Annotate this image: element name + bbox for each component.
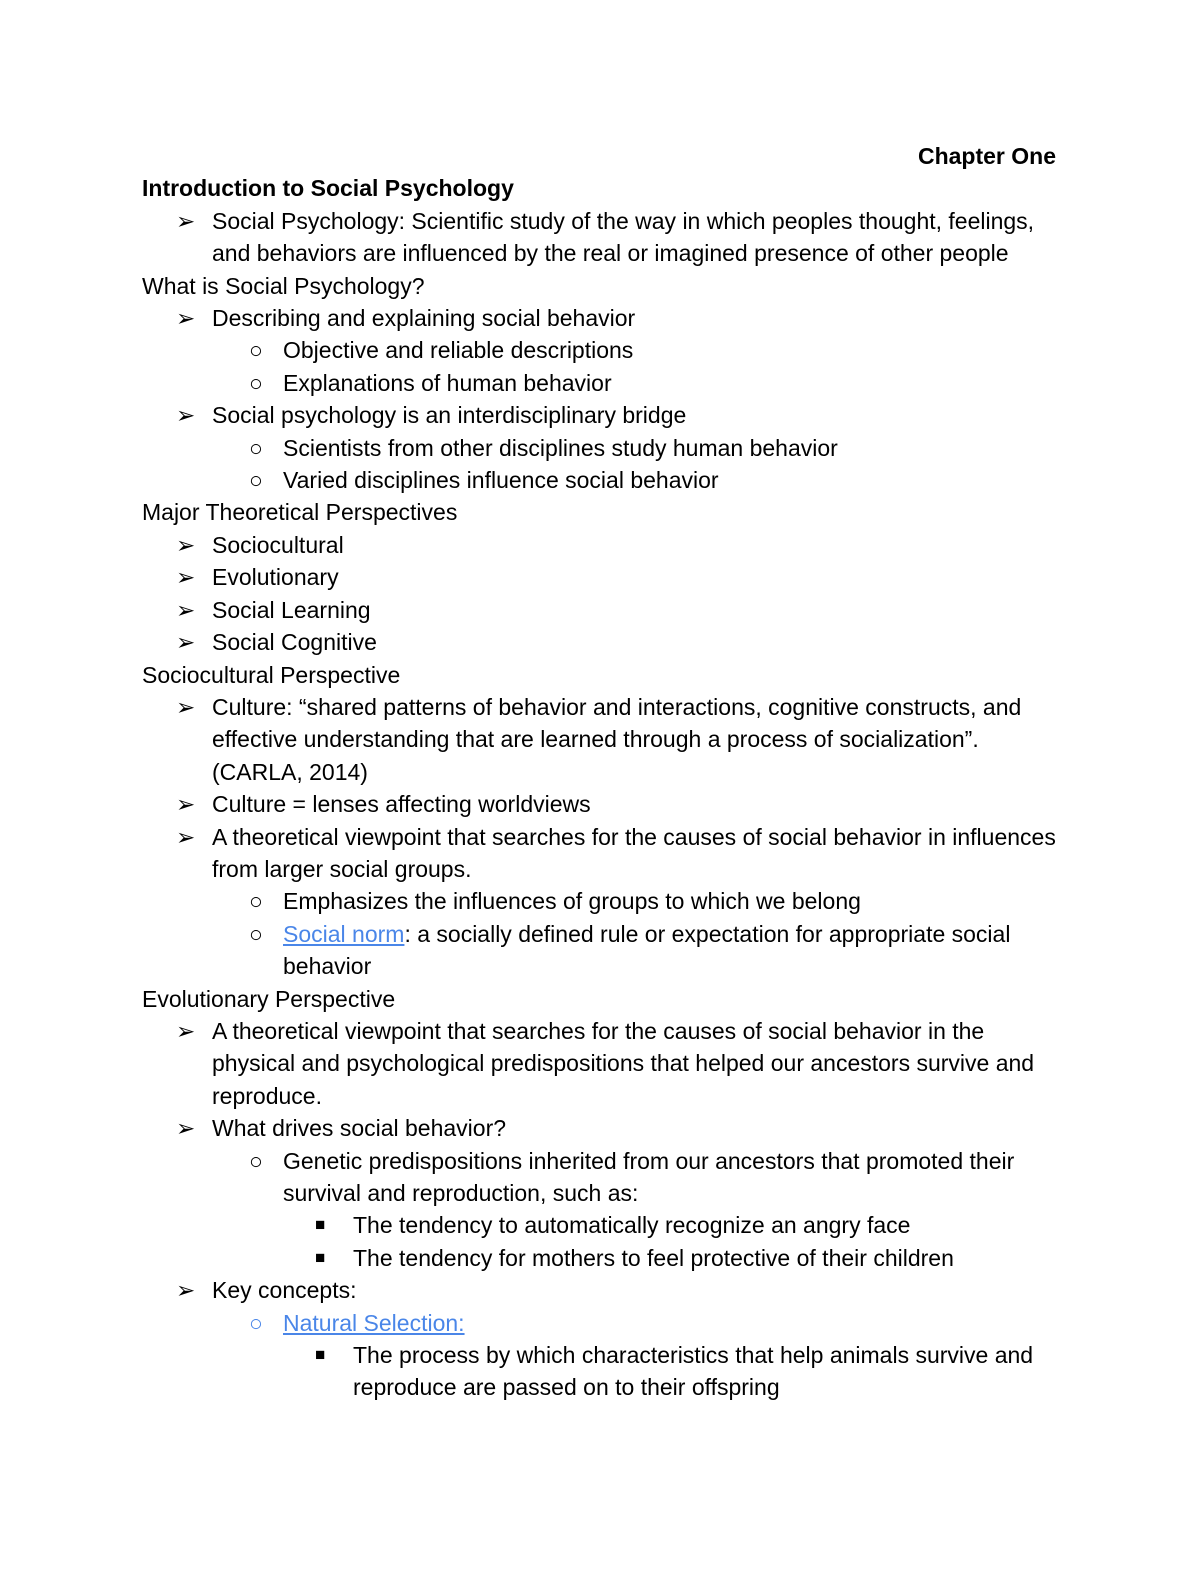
list-item [142, 302, 1062, 334]
list-item-text: : a socially defined rule or expectation for appropriate social behavior [283, 920, 1011, 980]
list-item [142, 1209, 1062, 1241]
list-item-text: Objective and reliable descriptions [283, 337, 634, 364]
list-item-text: Evolutionary [212, 564, 339, 591]
social-norm-link[interactable]: Social norm [283, 920, 405, 947]
section-heading-evolutionary: Evolutionary Perspective [142, 985, 396, 1012]
circle-bullet-icon: ○ [249, 920, 263, 947]
list-item [142, 821, 1062, 886]
circle-bullet-icon: ○ [249, 434, 263, 461]
circle-bullet-icon: ○ [249, 888, 263, 915]
list-item [142, 1112, 1062, 1144]
circle-bullet-icon: ○ [249, 1147, 263, 1174]
list-item [142, 399, 1062, 431]
list-item [142, 918, 1062, 983]
list-item [142, 1307, 1062, 1339]
circle-bullet-icon: ○ [249, 337, 263, 364]
arrow-bullet-icon: ➢ [176, 1017, 196, 1044]
list-item [142, 885, 1062, 917]
arrow-bullet-icon: ➢ [176, 629, 196, 656]
list-item-text: Genetic predispositions inherited from our ancestors that promoted their survival and reproduction, such as: [283, 1147, 1015, 1206]
section-heading-sociocultural: Sociocultural Perspective [142, 661, 401, 688]
list-item [142, 334, 1062, 366]
list-item [142, 788, 1062, 820]
square-bullet-icon: ■ [315, 1215, 326, 1235]
list-item [142, 205, 1062, 270]
square-bullet-icon: ■ [315, 1247, 326, 1267]
list-item-text: A theoretical viewpoint that searches for the causes of social behavior in the physical and psychological predispositions that helped our ancestors survive and reproduce. [212, 1017, 1035, 1109]
square-bullet-icon: ■ [315, 1345, 326, 1365]
list-item [142, 594, 1062, 626]
arrow-bullet-icon: ➢ [176, 305, 196, 332]
list-item-text: The process by which characteristics that help animals survive and reproduce are passed on to their offspring [353, 1342, 1034, 1401]
list-item [142, 1242, 1062, 1274]
list-item-text: Culture = lenses affecting worldviews [212, 791, 591, 818]
circle-bullet-icon: ○ [249, 369, 263, 396]
list-item-text: The tendency to automatically recognize an angry face [353, 1212, 911, 1239]
chapter-title: Chapter One [917, 143, 1056, 169]
arrow-bullet-icon: ➢ [176, 791, 196, 818]
list-item-text: Describing and explaining social behavior [212, 305, 636, 332]
arrow-bullet-icon: ➢ [176, 823, 196, 850]
list-item-text: Emphasizes the influences of groups to which we belong [283, 888, 861, 915]
list-item-text: Social psychology is an interdisciplinary bridge [212, 402, 687, 429]
list-item [142, 367, 1062, 399]
list-item-text: Social Psychology: Scientific study of the way in which peoples thought, feelings, and behaviors are influenced by the real or imagined presence of other people [212, 207, 1035, 267]
arrow-bullet-icon: ➢ [176, 531, 196, 558]
list-item [142, 1274, 1062, 1306]
list-item-text: Sociocultural [212, 531, 344, 558]
arrow-bullet-icon: ➢ [176, 402, 196, 429]
list-item-text: A theoretical viewpoint that searches for the causes of social behavior in influences from larger social groups. [212, 823, 1056, 882]
list-item [142, 529, 1062, 561]
list-item [142, 1339, 1062, 1404]
list-item-text: What drives social behavior? [212, 1115, 507, 1142]
arrow-bullet-icon: ➢ [176, 207, 196, 234]
section-heading-perspectives: Major Theoretical Perspectives [142, 499, 458, 526]
list-item [142, 464, 1062, 496]
list-item [142, 1015, 1062, 1112]
list-item-text: Varied disciplines influence social behavior [283, 467, 719, 494]
list-item-text: Social Cognitive [212, 629, 377, 656]
arrow-bullet-icon: ➢ [176, 564, 196, 591]
circle-bullet-icon: ○ [249, 467, 263, 494]
list-item [142, 1145, 1062, 1210]
list-item [142, 561, 1062, 593]
section-heading-intro: Introduction to Social Psychology [142, 175, 514, 202]
list-item [142, 432, 1062, 464]
section-heading-what: What is Social Psychology? [142, 272, 425, 299]
arrow-bullet-icon: ➢ [176, 596, 196, 623]
arrow-bullet-icon: ➢ [176, 693, 196, 720]
list-item-text: Scientists from other disciplines study human behavior [283, 434, 838, 461]
list-item [142, 626, 1062, 658]
arrow-bullet-icon: ➢ [176, 1277, 196, 1304]
natural-selection-link[interactable]: Natural Selection: [283, 1309, 465, 1336]
circle-bullet-icon: ○ [249, 1309, 263, 1336]
list-item-text: Social Learning [212, 596, 371, 623]
list-item-text: Explanations of human behavior [283, 369, 612, 396]
list-item [142, 691, 1062, 788]
arrow-bullet-icon: ➢ [176, 1115, 196, 1142]
document-content [142, 140, 1062, 1404]
list-item-text: Culture: “shared patterns of behavior and interactions, cognitive constructs, and effective understanding that are learned through a process of socialization”. (CARLA, 2014) [212, 693, 1022, 785]
list-item-text: Key concepts: [212, 1277, 357, 1304]
list-item-text: The tendency for mothers to feel protective of their children [353, 1244, 954, 1271]
